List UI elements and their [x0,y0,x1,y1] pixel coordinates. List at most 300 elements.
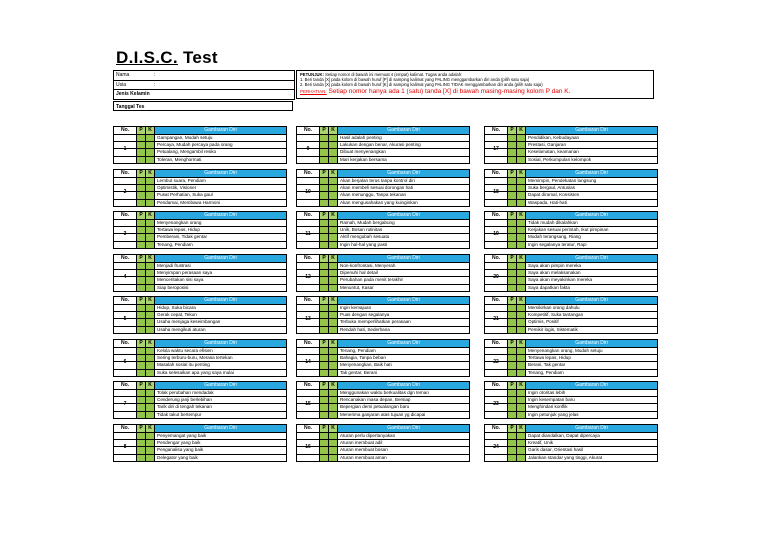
group-body [485,219,657,248]
nama-field[interactable] [114,71,294,81]
group-body [114,347,286,376]
p-checkbox[interactable] [508,149,517,155]
p-checkbox[interactable] [137,220,146,226]
p-checkbox[interactable] [508,390,517,396]
p-checkbox[interactable] [320,135,329,141]
header-gambaran: Gambaran Diri [338,340,469,347]
p-checkbox[interactable] [320,185,329,191]
p-checkbox[interactable] [508,242,517,248]
k-checkbox[interactable] [329,242,338,248]
p-checkbox[interactable] [508,447,517,453]
header-no: No. [297,170,320,177]
header-gambaran: Gambaran Diri [338,170,469,177]
header-p: P [508,340,517,347]
statement-row [297,362,469,369]
group-number: 12 [305,273,311,280]
k-checkbox[interactable] [517,142,526,148]
group-body [297,304,469,333]
statement-row [114,178,286,185]
statement-text: Lakukan dengan benar, Akurasi penting [340,142,421,148]
k-checkbox[interactable] [146,200,155,206]
k-checkbox[interactable] [329,142,338,148]
question-group-18 [484,169,658,207]
k-checkbox[interactable] [146,433,155,439]
k-checkbox[interactable] [517,220,526,226]
k-checkbox[interactable] [329,220,338,226]
k-checkbox[interactable] [146,455,155,461]
k-checkbox[interactable] [146,305,155,311]
k-checkbox[interactable] [146,227,155,233]
k-checkbox[interactable] [329,270,338,276]
k-checkbox[interactable] [517,185,526,191]
header-k: K [517,340,526,347]
group-header [114,212,286,219]
k-checkbox[interactable] [517,327,526,333]
p-checkbox[interactable] [137,285,146,291]
header-no: No. [485,127,508,134]
statement-text: Menyenangkan, Baik hati [340,362,392,368]
p-checkbox[interactable] [508,263,517,269]
k-checkbox[interactable] [329,355,338,361]
p-checkbox[interactable] [320,370,329,376]
header-no: No. [297,212,320,219]
p-checkbox[interactable] [320,242,329,248]
k-checkbox[interactable] [517,362,526,368]
question-group-15 [296,381,470,419]
k-checkbox[interactable] [517,404,526,410]
k-checkbox[interactable] [517,242,526,248]
header-k: K [329,170,338,177]
statement-text: Mudah terangsang, Riang [528,234,581,240]
header-p: P [137,127,146,134]
k-checkbox[interactable] [517,270,526,276]
header-k: K [329,255,338,262]
k-checkbox[interactable] [146,185,155,191]
p-checkbox[interactable] [508,433,517,439]
p-checkbox[interactable] [320,285,329,291]
statement-text: Tertawa lepas, Hidup [157,227,200,233]
k-checkbox[interactable] [329,305,338,311]
k-checkbox[interactable] [329,157,338,163]
p-checkbox[interactable] [320,263,329,269]
question-group-13 [296,296,470,334]
statement-text: Aturan membuat aman [340,454,387,460]
header-no: No. [114,340,137,347]
k-checkbox[interactable] [517,348,526,354]
instructions-text1: Setiap nomor di bawah ini memuat 4 (empat) kalimat. Tugas anda adalah: [325,72,463,77]
statement-row [297,355,469,362]
k-checkbox[interactable] [146,362,155,368]
p-checkbox[interactable] [320,433,329,439]
p-checkbox[interactable] [320,142,329,148]
statement-row [485,185,657,192]
statement-row [114,285,286,291]
statement-text: Kerjakan sesuai perintah, Ikut pimpinan [528,227,609,233]
k-checkbox[interactable] [329,192,338,198]
p-checkbox[interactable] [320,227,329,233]
group-number: 9 [306,145,310,152]
p-checkbox[interactable] [320,348,329,354]
statement-text: Memikirkan orang dahulu [528,305,580,310]
group-header [114,255,286,262]
p-checkbox[interactable] [508,178,517,184]
statement-text: Gerak cepat, Tekun [157,312,197,318]
k-checkbox[interactable] [517,192,526,198]
k-checkbox[interactable] [146,277,155,283]
group-body [485,389,657,418]
question-group-1 [113,126,287,164]
k-checkbox[interactable] [146,447,155,453]
p-checkbox[interactable] [508,370,517,376]
header-p: P [320,255,329,262]
statement-row [114,192,286,199]
p-checkbox[interactable] [137,234,146,240]
p-checkbox[interactable] [137,433,146,439]
p-checkbox[interactable] [137,327,146,333]
group-header [485,382,657,389]
k-checkbox[interactable] [146,234,155,240]
header-no: No. [485,382,508,389]
statement-row [297,178,469,185]
k-checkbox[interactable] [517,263,526,269]
k-checkbox[interactable] [517,305,526,311]
p-checkbox[interactable] [137,242,146,248]
p-checkbox[interactable] [137,277,146,283]
statement-text: Tidak takut bertempur [157,411,202,417]
statement-row [114,312,286,319]
k-checkbox[interactable] [517,135,526,141]
k-checkbox[interactable] [517,455,526,461]
p-checkbox[interactable] [508,192,517,198]
p-checkbox[interactable] [137,412,146,418]
k-checkbox[interactable] [329,455,338,461]
usia-field[interactable] [114,81,294,91]
k-checkbox[interactable] [517,234,526,240]
header-no: No. [114,255,137,262]
p-checkbox[interactable] [508,397,517,403]
header-k: K [146,127,155,134]
p-checkbox[interactable] [508,305,517,311]
p-checkbox[interactable] [137,362,146,368]
k-checkbox[interactable] [517,412,526,418]
group-body [297,347,469,376]
header-gambaran: Gambaran Diri [155,255,286,262]
p-checkbox[interactable] [508,277,517,283]
group-number: 11 [305,230,311,237]
p-checkbox[interactable] [137,355,146,361]
statement-row [297,192,469,199]
statement-row [297,412,469,418]
k-checkbox[interactable] [517,157,526,163]
header-no: No. [114,297,137,304]
statement-text: Menghindari konflik [528,404,568,410]
p-checkbox[interactable] [137,192,146,198]
p-checkbox[interactable] [508,285,517,291]
k-checkbox[interactable] [146,404,155,410]
group-header [297,425,469,432]
statement-text: Pemberani, Tidak gentar [157,234,208,240]
k-checkbox[interactable] [146,312,155,318]
k-checkbox[interactable] [146,142,155,148]
p-checkbox[interactable] [320,362,329,368]
header-p: P [137,255,146,262]
p-checkbox[interactable] [137,348,146,354]
k-checkbox[interactable] [146,397,155,403]
header-gambaran: Gambaran Diri [155,170,286,177]
k-checkbox[interactable] [329,397,338,403]
group-number: 14 [305,358,311,365]
p-checkbox[interactable] [320,404,329,410]
p-checkbox[interactable] [320,455,329,461]
k-checkbox[interactable] [517,149,526,155]
question-group-12 [296,254,470,292]
k-checkbox[interactable] [329,390,338,396]
k-checkbox[interactable] [146,348,155,354]
p-checkbox[interactable] [137,263,146,269]
p-checkbox[interactable] [137,319,146,325]
k-checkbox[interactable] [517,200,526,206]
p-checkbox[interactable] [320,178,329,184]
k-checkbox[interactable] [329,404,338,410]
p-checkbox[interactable] [137,370,146,376]
p-checkbox[interactable] [137,142,146,148]
p-checkbox[interactable] [320,149,329,155]
p-checkbox[interactable] [508,200,517,206]
group-body [114,389,286,418]
k-checkbox[interactable] [329,348,338,354]
p-checkbox[interactable] [508,312,517,318]
p-checkbox[interactable] [137,305,146,311]
statement-row [114,185,286,192]
statement-text: Tak gentar, Berani [340,369,378,375]
k-checkbox[interactable] [517,178,526,184]
k-checkbox[interactable] [517,390,526,396]
statement-row [485,277,657,284]
p-checkbox[interactable] [320,200,329,206]
k-checkbox[interactable] [146,178,155,184]
header-no: No. [297,382,320,389]
k-checkbox[interactable] [517,433,526,439]
statement-text: Aturan perlu dipertanyakan [340,433,396,438]
k-checkbox[interactable] [329,149,338,155]
k-checkbox[interactable] [329,178,338,184]
instructions-box [296,70,654,99]
p-checkbox[interactable] [137,447,146,453]
p-checkbox[interactable] [508,227,517,233]
p-checkbox[interactable] [508,440,517,446]
k-checkbox[interactable] [146,135,155,141]
statement-text: Dibuat menyenangkan [340,149,386,155]
p-checkbox[interactable] [137,440,146,446]
k-checkbox[interactable] [517,312,526,318]
k-checkbox[interactable] [329,200,338,206]
p-checkbox[interactable] [320,319,329,325]
group-header [297,255,469,262]
statement-text: Tidak mudah dikalahkan [528,220,578,225]
k-checkbox[interactable] [329,370,338,376]
p-checkbox[interactable] [508,185,517,191]
header-p: P [320,425,329,432]
p-checkbox[interactable] [508,234,517,240]
p-checkbox[interactable] [137,149,146,155]
statement-row [297,348,469,355]
p-checkbox[interactable] [320,312,329,318]
p-checkbox[interactable] [320,440,329,446]
k-checkbox[interactable] [146,440,155,446]
k-checkbox[interactable] [329,433,338,439]
k-checkbox[interactable] [329,234,338,240]
jenis-kelamin-field[interactable] [114,90,294,99]
statement-text: Tenang, Pendiam [157,241,193,247]
k-checkbox[interactable] [517,285,526,291]
k-checkbox[interactable] [517,440,526,446]
k-checkbox[interactable] [329,440,338,446]
k-checkbox[interactable] [329,319,338,325]
statement-row [114,440,286,447]
statement-row [485,412,657,418]
p-checkbox[interactable] [508,348,517,354]
p-checkbox[interactable] [137,404,146,410]
k-checkbox[interactable] [146,412,155,418]
k-checkbox[interactable] [329,227,338,233]
header-no: No. [485,340,508,347]
p-checkbox[interactable] [508,455,517,461]
statement-text: Tarik diri di tengah tekanan [157,404,212,410]
header-gambaran: Gambaran Diri [526,255,657,262]
k-checkbox[interactable] [146,220,155,226]
p-checkbox[interactable] [508,220,517,226]
p-checkbox[interactable] [320,157,329,163]
statement-text: Aturan membuat bosan [340,447,388,453]
k-checkbox[interactable] [329,285,338,291]
p-checkbox[interactable] [137,312,146,318]
p-checkbox[interactable] [137,455,146,461]
p-checkbox[interactable] [508,362,517,368]
k-checkbox[interactable] [146,355,155,361]
header-no: No. [297,297,320,304]
statement-row [485,200,657,206]
p-checkbox[interactable] [137,200,146,206]
p-checkbox[interactable] [137,178,146,184]
k-checkbox[interactable] [517,370,526,376]
k-checkbox[interactable] [146,192,155,198]
group-number: 24 [493,443,499,450]
statement-text: Penyemangat yang baik [157,433,207,438]
k-checkbox[interactable] [146,390,155,396]
k-checkbox[interactable] [329,185,338,191]
p-checkbox[interactable] [320,234,329,240]
p-checkbox[interactable] [320,390,329,396]
k-checkbox[interactable] [146,263,155,269]
k-checkbox[interactable] [146,285,155,291]
p-checkbox[interactable] [508,135,517,141]
k-checkbox[interactable] [329,312,338,318]
p-checkbox[interactable] [320,277,329,283]
p-checkbox[interactable] [320,270,329,276]
p-checkbox[interactable] [508,404,517,410]
p-checkbox[interactable] [320,220,329,226]
k-checkbox[interactable] [146,242,155,248]
statement-text: Rencanakan masa depan, Bersiap [340,397,411,403]
statement-text: Hasil adalah penting [340,135,382,140]
tanggal-field[interactable] [113,101,293,111]
k-checkbox[interactable] [146,149,155,155]
p-checkbox[interactable] [320,327,329,333]
p-checkbox[interactable] [137,157,146,163]
header-p: P [137,340,146,347]
p-checkbox[interactable] [320,397,329,403]
p-checkbox[interactable] [320,355,329,361]
k-checkbox[interactable] [329,263,338,269]
question-group-11 [296,211,470,249]
p-checkbox[interactable] [508,157,517,163]
group-body [297,432,469,461]
k-checkbox[interactable] [146,270,155,276]
p-checkbox[interactable] [320,305,329,311]
p-checkbox[interactable] [508,355,517,361]
statement-row [297,263,469,270]
header-p: P [137,297,146,304]
group-header [297,170,469,177]
p-checkbox[interactable] [137,390,146,396]
p-checkbox[interactable] [508,142,517,148]
k-checkbox[interactable] [329,135,338,141]
question-group-21 [484,296,658,334]
k-checkbox[interactable] [517,319,526,325]
statement-row [297,455,469,461]
k-checkbox[interactable] [329,277,338,283]
k-checkbox[interactable] [517,355,526,361]
k-checkbox[interactable] [329,327,338,333]
p-checkbox[interactable] [137,135,146,141]
p-checkbox[interactable] [508,319,517,325]
p-checkbox[interactable] [508,412,517,418]
p-checkbox[interactable] [137,185,146,191]
k-checkbox[interactable] [146,157,155,163]
statement-row [485,455,657,461]
k-checkbox[interactable] [517,447,526,453]
p-checkbox[interactable] [320,412,329,418]
header-no: No. [297,340,320,347]
p-checkbox[interactable] [508,270,517,276]
k-checkbox[interactable] [517,277,526,283]
k-checkbox[interactable] [146,370,155,376]
k-checkbox[interactable] [517,397,526,403]
k-checkbox[interactable] [329,447,338,453]
k-checkbox[interactable] [146,319,155,325]
header-gambaran: Gambaran Diri [526,425,657,432]
k-checkbox[interactable] [517,227,526,233]
statement-row [485,305,657,312]
question-group-6 [113,339,287,377]
k-checkbox[interactable] [329,362,338,368]
p-checkbox[interactable] [137,270,146,276]
p-checkbox[interactable] [320,447,329,453]
header-k: K [517,255,526,262]
statement-row [297,285,469,291]
statement-text: Toleran, Menghormati [157,156,202,162]
k-checkbox[interactable] [146,327,155,333]
statement-text: Dapat diramal, Konsisten [528,192,580,198]
p-checkbox[interactable] [137,227,146,233]
statement-text: Sering terburu-buru, Merasa tertekan [157,355,233,361]
k-checkbox[interactable] [329,412,338,418]
header-p: P [508,170,517,177]
statement-row [297,390,469,397]
p-checkbox[interactable] [137,397,146,403]
p-checkbox[interactable] [508,327,517,333]
p-checkbox[interactable] [320,192,329,198]
